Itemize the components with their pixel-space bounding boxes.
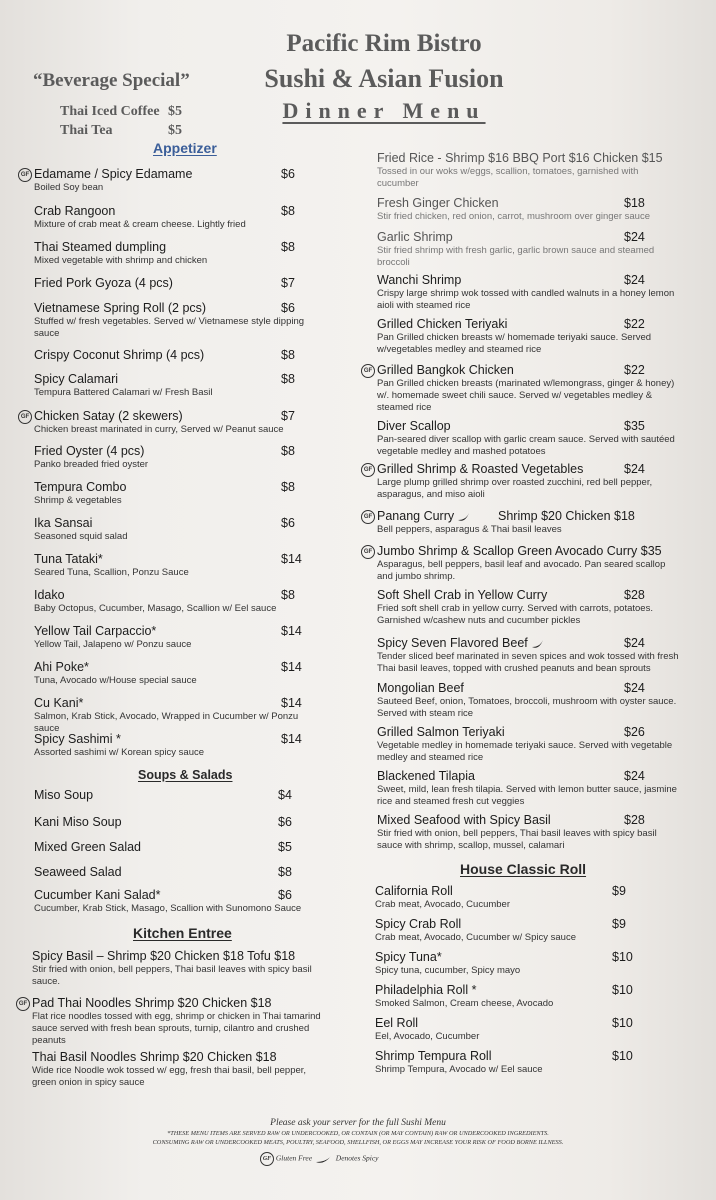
menu-item-price: $8 xyxy=(281,480,295,494)
menu-item-name xyxy=(34,865,319,879)
menu-item xyxy=(34,865,319,879)
soups-title: Soups & Salads xyxy=(138,768,233,782)
menu-item-description: Smoked Salmon, Cream cheese, Avocado xyxy=(375,998,554,1009)
menu-item-name-text: Fried Pork Gyoza (4 pcs) xyxy=(34,276,173,290)
menu-item-price: $22 xyxy=(624,363,645,377)
menu-item-description: Fried soft shell crab in yellow curry. Served with carrots, potatoes. Garnished w/cashew nuts and cucumber pickles xyxy=(377,603,653,626)
menu-item-name xyxy=(34,348,319,362)
menu-item xyxy=(34,552,319,579)
gluten-free-icon: GF xyxy=(16,997,30,1011)
menu-title: Dinner Menu xyxy=(282,98,486,123)
menu-item-name xyxy=(34,696,319,710)
menu-item-description: Mixture of crab meat & cream cheese. Lightly fried xyxy=(34,219,246,230)
menu-item xyxy=(34,167,319,194)
menu-item-description: Boiled Soy bean xyxy=(34,182,104,193)
menu-item-description: Baby Octopus, Cucumber, Masago, Scallion w/ Eel sauce xyxy=(34,603,277,614)
menu-item-name xyxy=(34,301,319,315)
menu-item-description: Spicy tuna, cucumber, Spicy mayo xyxy=(375,965,521,976)
menu-item xyxy=(34,372,319,399)
menu-item-name xyxy=(375,884,675,898)
menu-item-description: Shrimp Tempura, Avocado w/ Eel sauce xyxy=(375,1064,543,1075)
menu-item-description: Tempura Battered Calamari w/ Fresh Basil xyxy=(34,387,213,398)
menu-item-price: $8 xyxy=(281,444,295,458)
menu-item-name-text: Jumbo Shrimp & Scallop Green Avocado Curry $35 xyxy=(377,544,662,558)
menu-item xyxy=(34,409,319,436)
menu-item-price: $6 xyxy=(281,167,295,181)
menu-item-name xyxy=(34,552,319,566)
menu-item-name xyxy=(377,151,682,165)
menu-item-name-text: Fried Rice - Shrimp $16 BBQ Port $16 Chicken $15 xyxy=(377,151,663,165)
menu-item-name-text: Kani Miso Soup xyxy=(34,815,122,829)
menu-item-description: Asparagus, bell peppers, basil leaf and avocado. Pan seared scallop and jumbo shrimp. xyxy=(377,559,666,582)
menu-item-name-text: Grilled Salmon Teriyaki xyxy=(377,725,505,739)
menu-item-name-text: Cucumber Kani Salad* xyxy=(34,888,161,902)
menu-item-name-text: Ika Sansai xyxy=(34,516,93,530)
menu-item-name-text: Thai Basil Noodles Shrimp $20 Chicken $18 xyxy=(32,1050,277,1064)
menu-item-name-text: Mixed Green Salad xyxy=(34,840,142,854)
menu-item xyxy=(377,544,682,583)
menu-item-description: Yellow Tail, Jalapeno w/ Ponzu sauce xyxy=(34,639,192,650)
menu-item-name xyxy=(34,167,319,181)
menu-item-name-text: Spicy Basil – Shrimp $20 Chicken $18 Tofu $18 xyxy=(32,949,296,963)
menu-item-price: $8 xyxy=(281,240,295,254)
menu-item-price: Shrimp $20 Chicken $18 xyxy=(498,509,635,523)
house-roll-title: House Classic Roll xyxy=(460,861,587,877)
menu-item-name-text: Garlic Shrimp xyxy=(377,230,453,244)
menu-item-description: Eel, Avocado, Cucumber xyxy=(375,1031,480,1042)
menu-item xyxy=(377,151,682,190)
menu-item-name xyxy=(34,276,319,290)
menu-item xyxy=(34,815,319,829)
menu-item-description: Pan Grilled chicken breasts w/ homemade teriyaki sauce. Served w/vegetables medley and steamed rice xyxy=(377,332,652,355)
menu-item-description: Stir fried chicken, red onion, carrot, mushroom over ginger sauce xyxy=(377,211,650,222)
menu-item-price: $7 xyxy=(281,276,295,290)
menu-item-price: $26 xyxy=(624,725,645,739)
menu-item xyxy=(32,1050,322,1089)
menu-item xyxy=(34,516,319,543)
menu-item-name-text: Chicken Satay (2 skewers) xyxy=(34,409,183,423)
menu-item-name-text: Wanchi Shrimp xyxy=(377,273,462,287)
menu-item-description: Sauteed Beef, onion, Tomatoes, broccoli, mushroom with oyster sauce. Served with steam rice xyxy=(377,696,677,719)
menu-item-name xyxy=(377,544,682,558)
menu-item-name-text: Soft Shell Crab in Yellow Curry xyxy=(377,588,548,602)
menu-item-name xyxy=(34,240,319,254)
menu-item-name-text: Edamame / Spicy Edamame xyxy=(34,167,193,181)
menu-item-name xyxy=(34,732,319,746)
menu-item-name-text: Seaweed Salad xyxy=(34,865,122,879)
gluten-free-icon: GF xyxy=(361,364,375,378)
menu-item-name xyxy=(375,917,675,931)
menu-item-price: $6 xyxy=(281,516,295,530)
menu-item-name-text: Pad Thai Noodles Shrimp $20 Chicken $18 xyxy=(32,996,272,1010)
menu-item-price: $10 xyxy=(612,1016,633,1030)
menu-item xyxy=(32,996,322,1047)
beverage-name: Thai Tea xyxy=(60,123,113,138)
menu-item-name-text: Panang Curry xyxy=(377,509,455,523)
menu-item-name xyxy=(32,996,322,1010)
menu-item-name-text: Grilled Bangkok Chicken xyxy=(377,363,514,377)
menu-item-description: Sweet, mild, lean fresh tilapia. Served with lemon butter sauce, jasmine rice and steamed fresh cut veggies xyxy=(377,784,677,807)
menu-item-price: $8 xyxy=(281,372,295,386)
menu-item-price: $14 xyxy=(281,624,302,638)
menu-item-name xyxy=(32,949,322,963)
gluten-free-icon: GF xyxy=(18,168,32,182)
menu-item-price: $9 xyxy=(612,917,626,931)
kitchen-entree-title: Kitchen Entree xyxy=(133,925,232,941)
menu-item xyxy=(34,660,319,687)
menu-item-description: Crab meat, Avocado, Cucumber w/ Spicy sauce xyxy=(375,932,577,943)
legend xyxy=(260,1152,379,1166)
menu-item xyxy=(375,917,675,944)
menu-item-price: $8 xyxy=(281,348,295,362)
menu-item-price: $35 xyxy=(624,419,645,433)
menu-item-price: $24 xyxy=(624,230,645,244)
menu-item xyxy=(34,348,319,362)
menu-item-name-text: Tuna Tataki* xyxy=(34,552,103,566)
menu-item-description: Shrimp & vegetables xyxy=(34,495,122,506)
menu-item-description: Stir fried shrimp with fresh garlic, garlic brown sauce and steamed broccoli xyxy=(377,245,655,268)
menu-item-description: Crab meat, Avocado, Cucumber xyxy=(375,899,511,910)
menu-item-price: $28 xyxy=(624,588,645,602)
menu-item-price: $5 xyxy=(278,840,292,854)
menu-item-price: $9 xyxy=(612,884,626,898)
menu-item-description: Cucumber, Krab Stick, Masago, Scallion with Sunomono Sauce xyxy=(34,903,302,914)
menu-item-description: Mixed vegetable with shrimp and chicken xyxy=(34,255,208,266)
menu-item-price: $24 xyxy=(624,769,645,783)
menu-item-description: Bell peppers, asparagus & Thai basil leaves xyxy=(377,524,562,535)
menu-item-description: Stir fried with onion, bell peppers, Thai basil leaves with spicy basil sauce with shrimp, scallop, mussel, calamari xyxy=(377,828,657,851)
menu-item-name-text: Miso Soup xyxy=(34,788,94,802)
menu-item xyxy=(34,240,319,267)
raw-warning-line-1: *THESE MENU ITEMS ARE SERVED RAW OR UNDERCOOKED, OR CONTAIN (OR MAY CONTAIN) RAW OR UNDERCOOKED INGREDIENTS. xyxy=(167,1130,549,1137)
chili-pepper-icon xyxy=(314,1153,334,1165)
beverage-name: Thai Iced Coffee xyxy=(60,104,160,119)
menu-item-price: $24 xyxy=(624,636,645,650)
menu-item xyxy=(34,480,319,507)
menu-item-description: Stuffed w/ fresh vegetables. Served w/ Vietnamese style dipping sauce xyxy=(34,316,305,339)
menu-item-name xyxy=(34,588,319,602)
menu-item xyxy=(34,276,319,290)
menu-item-description: Pan-seared diver scallop with garlic cream sauce. Served with sautéed vegetable medley and mashed potatoes xyxy=(377,434,675,457)
menu-item-description: Crispy large shrimp wok tossed with candled walnuts in a honey lemon aioli with steamed rice xyxy=(377,288,675,311)
menu-item-price: $10 xyxy=(612,1049,633,1063)
menu-item-name xyxy=(34,372,319,386)
menu-item-name-text: Blackened Tilapia xyxy=(377,769,475,783)
gluten-free-icon: GF xyxy=(361,463,375,477)
menu-item-name-text: Fresh Ginger Chicken xyxy=(377,196,499,210)
menu-item-name-text: Grilled Chicken Teriyaki xyxy=(377,317,508,331)
menu-item-price: $6 xyxy=(278,888,292,902)
beverage-special-title: “Beverage Special” xyxy=(33,70,190,91)
menu-item-price: $6 xyxy=(281,301,295,315)
menu-item-name-text: Idako xyxy=(34,588,65,602)
gluten-free-icon: GF xyxy=(260,1152,274,1166)
menu-item xyxy=(34,696,319,735)
menu-item xyxy=(34,444,319,471)
menu-item-name xyxy=(34,516,319,530)
menu-item-price: $28 xyxy=(624,813,645,827)
gluten-free-icon: GF xyxy=(18,410,32,424)
menu-item-price: $8 xyxy=(281,588,295,602)
menu-item-name-text: Spicy Seven Flavored Beef xyxy=(377,636,528,650)
menu-item-name-text: Vietnamese Spring Roll (2 pcs) xyxy=(34,301,207,315)
menu-item-description: Flat rice noodles tossed with egg, shrimp or chicken in Thai tamarind sauce served with fresh bean sprouts, turnip, cilantro and crushed peanuts xyxy=(32,1011,321,1046)
menu-item-description: Seasoned squid salad xyxy=(34,531,128,542)
menu-item-name-text: Cu Kani* xyxy=(34,696,84,710)
menu-item-name-text: Diver Scallop xyxy=(377,419,451,433)
menu-item-description: Chicken breast marinated in curry, Served w/ Peanut sauce xyxy=(34,424,284,435)
menu-item-name xyxy=(34,888,319,902)
menu-item-price: $24 xyxy=(624,681,645,695)
menu-item-name-text: Shrimp Tempura Roll xyxy=(375,1049,492,1063)
menu-item-name-text: Spicy Tuna* xyxy=(375,950,442,964)
menu-item-description: Seared Tuna, Scallion, Ponzu Sauce xyxy=(34,567,189,578)
menu-item-name-text: Eel Roll xyxy=(375,1016,419,1030)
menu-item-name-text: Fried Oyster (4 pcs) xyxy=(34,444,145,458)
menu-item xyxy=(34,588,319,615)
menu-item-name-text: Ahi Poke* xyxy=(34,660,89,674)
menu-item-description: Vegetable medley in homemade teriyaki sauce. Served with vegetable medley and steamed rice xyxy=(377,740,673,763)
menu-item-description: Pan Grilled chicken breasts (marinated w/lemongrass, ginger & honey) w/. homemade sweet chili sauce. Served w/ vegetables medley & steamed rice xyxy=(377,378,675,413)
menu-item-price: $14 xyxy=(281,732,302,746)
menu-item-price: $22 xyxy=(624,317,645,331)
menu-item-price: $10 xyxy=(612,983,633,997)
gluten-free-icon: GF xyxy=(361,545,375,559)
menu-item-name xyxy=(34,840,319,854)
chili-pepper-icon xyxy=(531,638,545,650)
menu-item-description: Wide rice Noodle wok tossed w/ egg, fresh thai basil, bell pepper, green onion in spicy sauce xyxy=(32,1065,307,1088)
menu-item xyxy=(34,204,319,231)
menu-item-name-text: Crispy Coconut Shrimp (4 pcs) xyxy=(34,348,205,362)
raw-warning-line-2: CONSUMING RAW OR UNDERCOOKED MEATS, POULTRY, SEAFOOD, SHELLFISH, OR EGGS MAY INCREASE YOUR RISK OF FOOD BORNE ILLNESS. xyxy=(152,1139,564,1146)
menu-item-name xyxy=(34,204,319,218)
menu-item-name-text: Yellow Tail Carpaccio* xyxy=(34,624,157,638)
menu-item-description: Stir fried with onion, bell peppers, Thai basil leaves with spicy basil sauce. xyxy=(32,964,312,987)
menu-item-description: Panko breaded fried oyster xyxy=(34,459,149,470)
menu-item-name-text: Crab Rangoon xyxy=(34,204,116,218)
menu-item-description: Tender sliced beef marinated in seven spices and wok tossed with fresh Thai basil leaves, topped with crushed peanuts and bean sprouts xyxy=(377,651,679,674)
menu-item xyxy=(375,884,675,911)
menu-item xyxy=(34,624,319,651)
menu-item-description: Salmon, Krab Stick, Avocado, Wrapped in Cucumber w/ Ponzu sauce xyxy=(34,711,299,734)
menu-item-name-text: California Roll xyxy=(375,884,453,898)
menu-item-name-text: Mongolian Beef xyxy=(377,681,464,695)
menu-item-name xyxy=(34,788,319,802)
menu-item-price: $6 xyxy=(278,815,292,829)
menu-item-price: $14 xyxy=(281,552,302,566)
menu-item-price: $8 xyxy=(281,204,295,218)
restaurant-subtitle: Sushi & Asian Fusion xyxy=(264,64,504,93)
menu-item-name xyxy=(34,660,319,674)
menu-item-price: $10 xyxy=(612,950,633,964)
menu-item-price: $7 xyxy=(281,409,295,423)
menu-item-name xyxy=(34,480,319,494)
menu-item-description: Assorted sashimi w/ Korean spicy sauce xyxy=(34,747,205,758)
menu-item-name xyxy=(34,409,319,423)
menu-item-description: Tuna, Avocado w/House special sauce xyxy=(34,675,197,686)
menu-item xyxy=(34,732,319,759)
menu-item xyxy=(34,788,319,802)
menu-item-description: Tossed in our woks w/eggs, scallion, tomatoes, garnished with cucumber xyxy=(377,166,639,189)
menu-item-name xyxy=(34,624,319,638)
menu-item-price: $14 xyxy=(281,660,302,674)
menu-item xyxy=(34,888,319,915)
menu-item-name-text: Tempura Combo xyxy=(34,480,127,494)
menu-item-name-text: Spicy Calamari xyxy=(34,372,119,386)
menu-item-name-text: Spicy Crab Roll xyxy=(375,917,462,931)
menu-item-name-text: Mixed Seafood with Spicy Basil xyxy=(377,813,551,827)
menu-item-price: $24 xyxy=(624,462,645,476)
chili-pepper-icon xyxy=(457,511,471,523)
menu-item-name-text: Thai Steamed dumpling xyxy=(34,240,167,254)
menu-item-price: $24 xyxy=(624,273,645,287)
menu-item xyxy=(34,301,319,340)
menu-item-price: $8 xyxy=(278,865,292,879)
beverage-price: $5 xyxy=(168,104,182,119)
menu-item xyxy=(32,949,322,988)
restaurant-name: Pacific Rim Bistro xyxy=(286,30,482,57)
menu-item-name xyxy=(34,444,319,458)
menu-item xyxy=(34,840,319,854)
appetizer-title: Appetizer xyxy=(153,140,217,156)
menu-item-description: Large plump grilled shrimp over roasted zucchini, red bell pepper, asparagus, and miso aioli xyxy=(377,477,653,500)
gluten-free-icon: GF xyxy=(361,510,375,524)
spicy-label: Denotes Spicy xyxy=(335,1153,379,1163)
gluten-free-label: Gluten Free xyxy=(275,1153,313,1163)
menu-item-name-text: Grilled Shrimp & Roasted Vegetables xyxy=(377,462,584,476)
menu-item-price: $4 xyxy=(278,788,292,802)
menu-item-name-text: Spicy Sashimi * xyxy=(34,732,121,746)
sushi-menu-note: Please ask your server for the full Sushi Menu xyxy=(270,1118,446,1128)
menu-item-price: $14 xyxy=(281,696,302,710)
menu-item-name xyxy=(32,1050,322,1064)
menu-item-name-text: Philadelphia Roll * xyxy=(375,983,477,997)
beverage-price: $5 xyxy=(168,123,182,138)
menu-item-price: $18 xyxy=(624,196,645,210)
menu-item-name xyxy=(34,815,319,829)
